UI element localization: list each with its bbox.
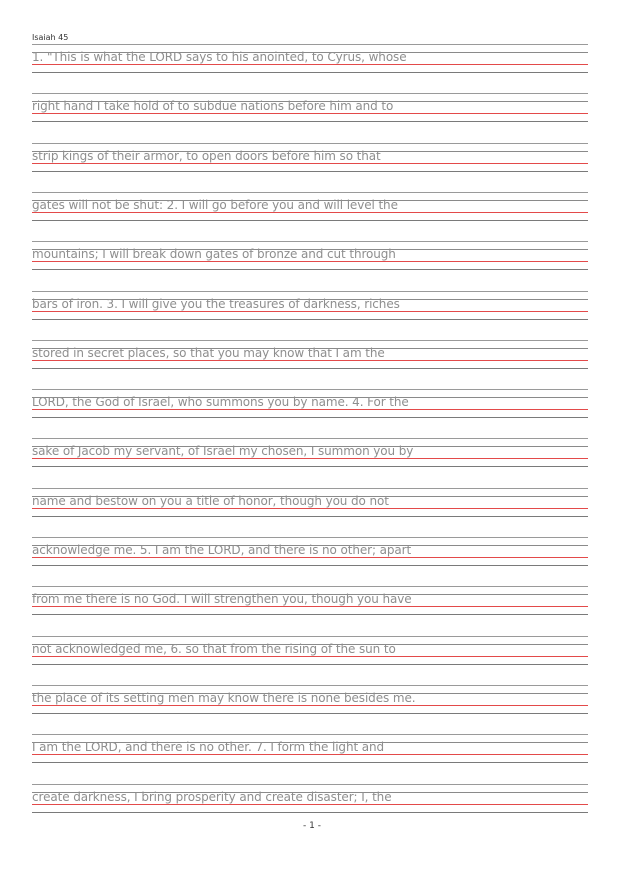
- practice-row: [32, 685, 588, 717]
- practice-row: [32, 192, 588, 224]
- tracing-text: LORD, the God of Israel, who summons you by name. 4. For the: [32, 395, 409, 410]
- guide-line: [32, 72, 588, 73]
- guide-line: [32, 438, 588, 439]
- practice-row: [32, 537, 588, 569]
- guide-line: [32, 389, 588, 390]
- practice-row: [32, 143, 588, 175]
- guide-line: [32, 466, 588, 467]
- guide-line: [32, 812, 588, 813]
- guide-line: [32, 143, 588, 144]
- guide-line: [32, 121, 588, 122]
- guide-line: [32, 586, 588, 587]
- tracing-text: from me there is no God. I will strengthen you, though you have: [32, 592, 412, 607]
- practice-row: [32, 784, 588, 816]
- page-header: Isaiah 45: [32, 33, 69, 42]
- guide-line: [32, 734, 588, 735]
- tracing-text: stored in secret places, so that you may know that I am the: [32, 345, 385, 360]
- practice-row: [32, 389, 588, 421]
- guide-line: [32, 171, 588, 172]
- guide-line: [32, 241, 588, 242]
- practice-row: [32, 438, 588, 470]
- guide-line: [32, 488, 588, 489]
- guide-line: [32, 340, 588, 341]
- tracing-text: sake of Jacob my servant, of Israel my chosen, I summon you by: [32, 444, 414, 459]
- tracing-text: I am the LORD, and there is no other. 7. I form the light and: [32, 740, 385, 755]
- tracing-text: not acknowledged me, 6. so that from the rising of the sun to: [32, 641, 396, 656]
- guide-line: [32, 537, 588, 538]
- guide-line: [32, 44, 588, 45]
- practice-row: [32, 291, 588, 323]
- tracing-text: the place of its setting men may know there is none besides me.: [32, 690, 416, 705]
- guide-line: [32, 614, 588, 615]
- tracing-text: bars of iron. 3. I will give you the treasures of darkness, riches: [32, 296, 400, 311]
- guide-line: [32, 220, 588, 221]
- tracing-text: right hand I take hold of to subdue nations before him and to: [32, 99, 394, 114]
- guide-line: [32, 784, 588, 785]
- practice-row: [32, 93, 588, 125]
- practice-row: [32, 636, 588, 668]
- guide-line: [32, 636, 588, 637]
- tracing-text: 1. "This is what the LORD says to his anointed, to Cyrus, whose: [32, 50, 407, 64]
- guide-line: [32, 713, 588, 714]
- guide-line: [32, 93, 588, 94]
- tracing-text: strip kings of their armor, to open doors before him so that: [32, 148, 381, 163]
- guide-line: [32, 685, 588, 686]
- guide-line: [32, 762, 588, 763]
- guide-line: [32, 368, 588, 369]
- guide-line: [32, 664, 588, 665]
- practice-row: [32, 488, 588, 520]
- tracing-text: create darkness, I bring prosperity and create disaster; I, the: [32, 789, 392, 804]
- practice-row: [32, 340, 588, 372]
- guide-line: [32, 269, 588, 270]
- guide-line: [32, 516, 588, 517]
- practice-row: [32, 734, 588, 766]
- tracing-text: mountains; I will break down gates of bronze and cut through: [32, 247, 396, 262]
- tracing-text: name and bestow on you a title of honor, though you do not: [32, 493, 389, 508]
- tracing-text: acknowledge me. 5. I am the LORD, and there is no other; apart: [32, 543, 412, 557]
- guide-line: [32, 417, 588, 418]
- page-number: - 1 -: [303, 821, 321, 831]
- guide-line: [32, 565, 588, 566]
- guide-line: [32, 319, 588, 320]
- practice-row: [32, 44, 588, 76]
- guide-line: [32, 291, 588, 292]
- practice-row: [32, 586, 588, 618]
- guide-line: [32, 192, 588, 193]
- tracing-text: gates will not be shut: 2. I will go before you and will level the: [32, 197, 398, 212]
- practice-row: [32, 241, 588, 273]
